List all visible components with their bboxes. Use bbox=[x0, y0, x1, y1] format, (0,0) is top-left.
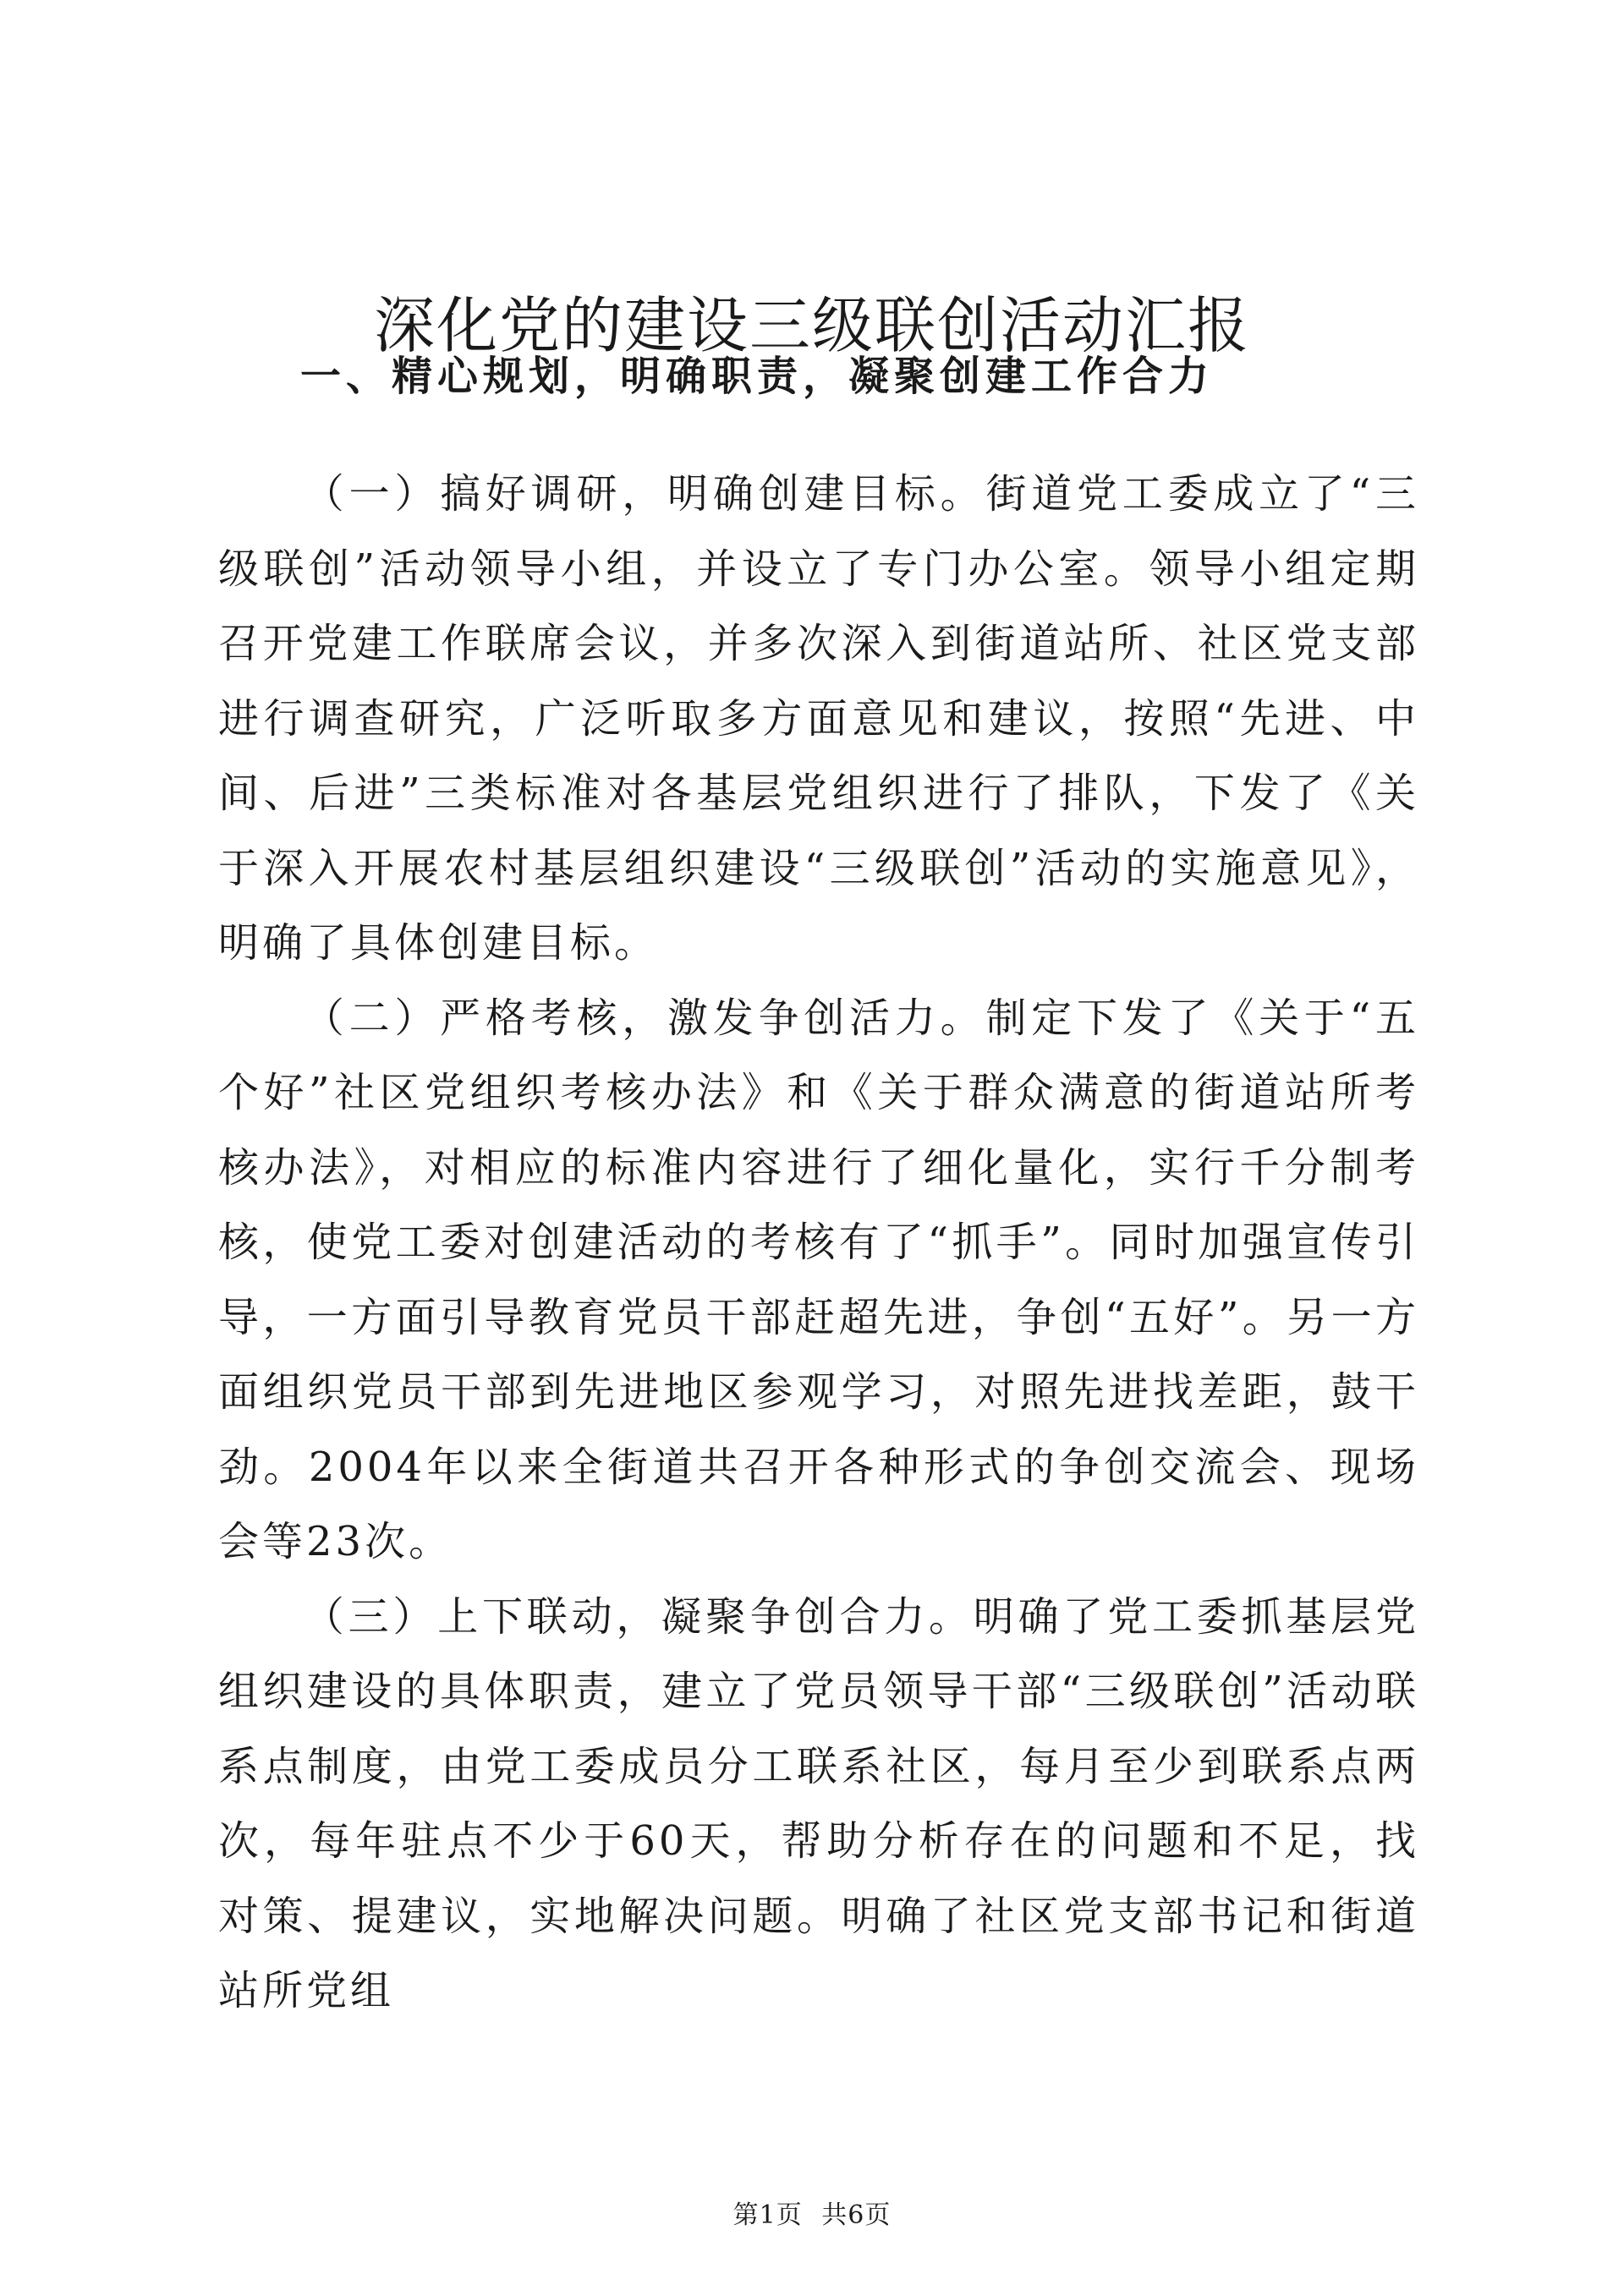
page-number: 第1页 bbox=[732, 2200, 803, 2230]
document-body bbox=[218, 457, 1419, 2029]
paragraph-1: （一）搞好调研，明确创建目标。街道党工委成立了“三级联创”活动领导小组，并设立了专门办公室。领导小组定期召开党建工作联席会议，并多次深入到街道站所、社区党支部进行调查研究，广泛听取多方面意见和建议，按照“先进、中间、后进”三类标准对各基层党组织进行了排队，下发了《关于深入开展农村基层组织建设“三级联创”活动的实施意见》，明确了具体创建目标。 bbox=[218, 470, 1419, 967]
section-heading: 一、精心规划，明确职责，凝聚创建工作合力 bbox=[300, 353, 1215, 400]
document-title: 深化党的建设三级联创活动汇报 bbox=[373, 290, 1250, 361]
paragraph-3: （三）上下联动，凝聚争创合力。明确了党工委抓基层党组织建设的具体职责，建立了党员领导干部“三级联创”活动联系点制度，由党工委成员分工联系社区，每月至少到联系点两次，每年驻点不少于60天，帮助分析存在的问题和不足，找对策、提建议，实地解决问题。明确了社区党支部书记和街道站所党组 bbox=[218, 1592, 1419, 2014]
page-footer bbox=[0, 2199, 1624, 2233]
paragraph-2: （二）严格考核，激发争创活力。制定下发了《关于“五个好”社区党组织考核办法》和《关于群众满意的街道站所考核办法》，对相应的标准内容进行了细化量化，实行千分制考核，使党工委对创建活动的考核有了“抓手”。同时加强宣传引导，一方面引导教育党员干部赶超先进，争创“五好”。另一方面组织党员干部到先进地区参观学习，对照先进找差距，鼓干劲。2004年以来全街道共召开各种形式的争创交流会、现场会等23次。 bbox=[218, 994, 1419, 1565]
page-total: 共6页 bbox=[821, 2200, 892, 2230]
